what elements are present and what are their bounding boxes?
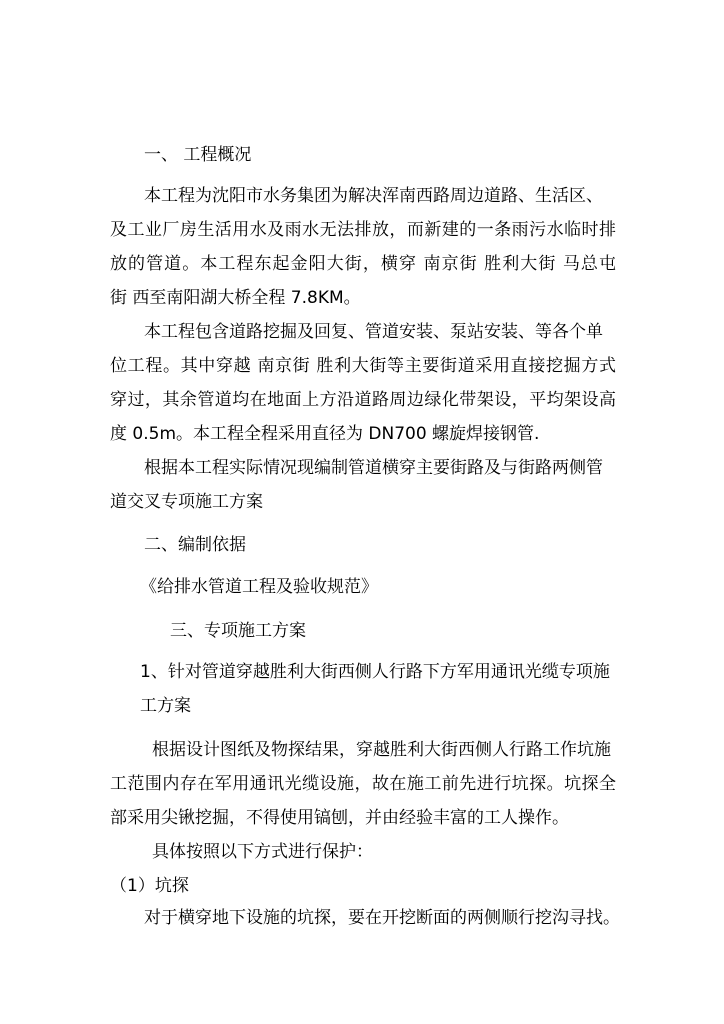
paragraph-1-line-3: 放的管道。本工程东起金阳大街，横穿 南京街 胜利大街 马总屯 <box>110 254 616 274</box>
paragraph-2-line-4: 度 0.5m。本工程全程采用直径为 DN700 螺旋焊接钢管. <box>110 424 540 444</box>
section-3-heading: 三、专项施工方案 <box>170 621 306 641</box>
section-2-heading: 二、编制依据 <box>144 535 246 555</box>
paragraph-2-line-1: 本工程包含道路挖掘及回复、管道安装、泵站安装、等各个单 <box>144 322 603 342</box>
paragraph-1-line-2: 及工业厂房生活用水及雨水无法排放，而新建的一条雨污水临时排 <box>110 220 616 240</box>
paragraph-1-line-1: 本工程为沈阳市水务集团为解决浑南西路周边道路、生活区、 <box>144 186 603 206</box>
paragraph-4-line-1: 根据设计图纸及物探结果，穿越胜利大街西侧人行路工作坑施 <box>152 740 611 760</box>
paragraph-4-line-3: 部采用尖锹挖掘，不得使用镐刨，并由经验丰富的工人操作。 <box>110 808 569 828</box>
paragraph-4-line-2: 工范围内存在军用通讯光缆设施，故在施工前先进行坑探。坑探全 <box>110 774 616 794</box>
paragraph-5: 具体按照以下方式进行保护： <box>152 842 373 862</box>
paragraph-1-line-4: 街 西至南阳湖大桥全程 7.8KM。 <box>110 288 361 308</box>
reference-standard: 《给排水管道工程及验收规范》 <box>140 577 378 597</box>
paragraph-3-line-2: 道交叉专项施工方案 <box>110 492 263 512</box>
paragraph-2-line-3: 穿过，其余管道均在地面上方沿道路周边绿化带架设，平均架设高 <box>110 390 616 410</box>
paragraph-3-line-1: 根据本工程实际情况现编制管道横穿主要街路及与街路两侧管 <box>144 458 603 478</box>
item-1-title-line-1: 1、针对管道穿越胜利大街西侧人行路下方军用通讯光缆专项施 <box>140 662 610 682</box>
paragraph-2-line-2: 位工程。其中穿越 南京街 胜利大街等主要街道采用直接挖掘方式 <box>110 356 616 376</box>
section-1-heading: 一、 工程概况 <box>144 145 252 165</box>
subsection-1-heading: （1）坑探 <box>110 876 189 896</box>
item-1-title-line-2: 工方案 <box>140 696 191 716</box>
paragraph-6: 对于横穿地下设施的坑探，要在开挖断面的两侧顺行挖沟寻找。 <box>144 908 620 928</box>
